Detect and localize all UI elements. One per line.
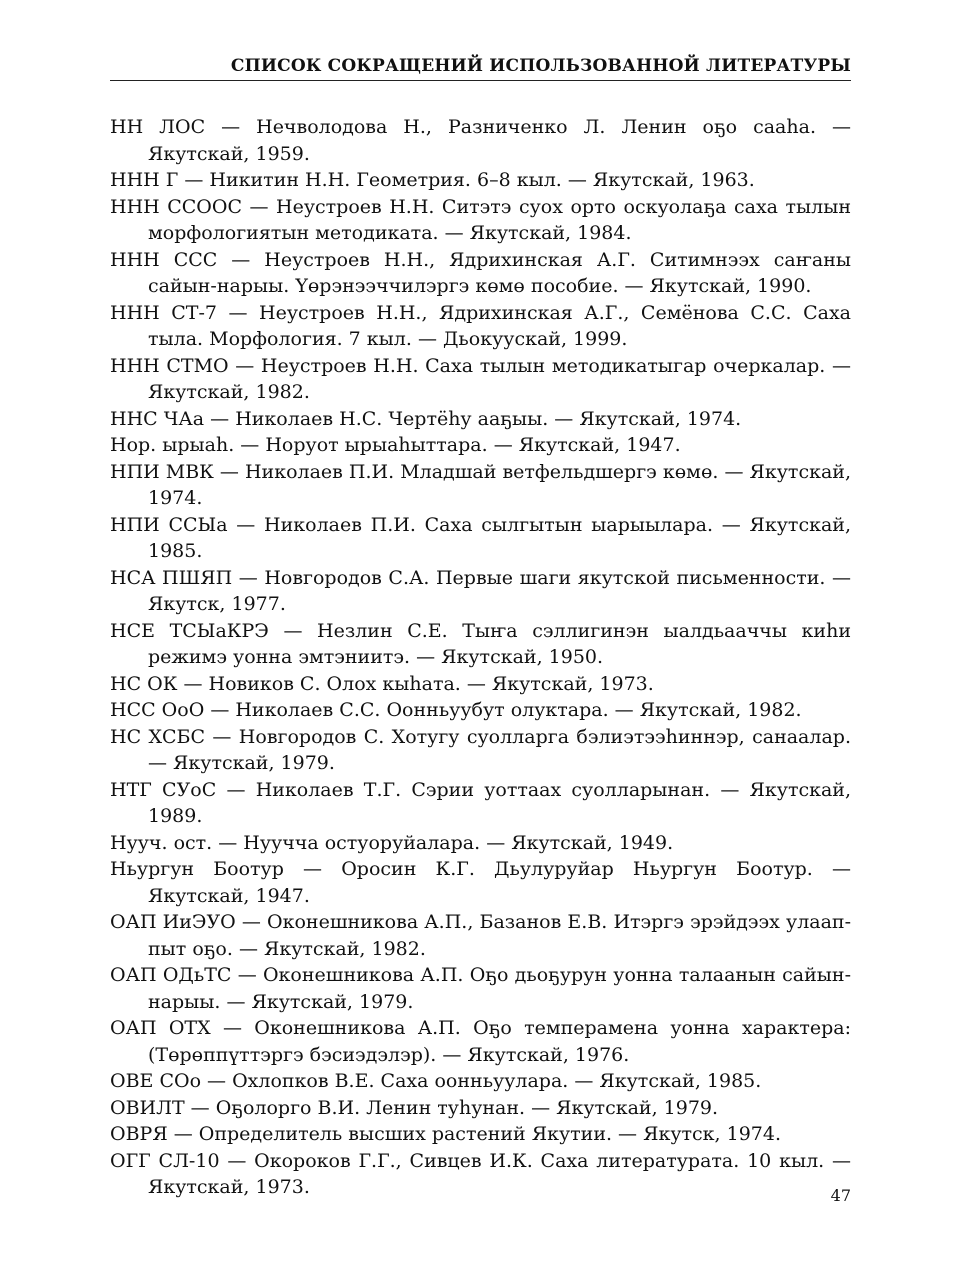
list-item: Нууч. ост. — Нуучча остуоруйалара. — Якутскай, 1949.: [110, 831, 674, 854]
list-item: ННС ЧАа — Николаев Н.С. Чертёһу ааҕыы. — Якутскай, 1974.: [110, 407, 742, 430]
list-item: НН ЛОС — Нечволодова Н., Разниченко Л. Ленин оҕо сааһа. — Якутскай, 1959.: [110, 116, 851, 165]
list-item: ННН СТМО — Неустроев Н.Н. Саха тылын методикатыгар очеркалар. — Якутскай, 1982.: [110, 354, 851, 403]
list-item: ННН СТ-7 — Неустроев Н.Н., Ядрихинская А.Г., Семёнова С.С. Саха тыла. Морфология. 7 кыл. — Дьокуускай, 1999.: [110, 301, 851, 350]
list-item: ОГГ СЛ-10 — Окороков Г.Г., Сивцев И.К. Саха литературата. 10 кыл. — Якутскай, 1973.: [110, 1149, 851, 1198]
list-item: ОАП ОДьТС — Оконешникова А.П. Оҕо дьоҕурун уонна талаанын сайын-нарыы. — Якутскай, 1979.: [110, 964, 851, 1013]
page-number: 47: [830, 1186, 851, 1205]
list-item: ОАП ИиЭУО — Оконешникова А.П., Базанов Е.В. Итэргэ эрэйдээх улаап-пыт оҕо. — Якутскай, 1982.: [110, 911, 851, 960]
list-item: ННН ССООС — Неустроев Н.Н. Ситэтэ суох орто оскуолаҕа саха тылын морфологиятын методиката. — Якутскай, 1984.: [110, 195, 851, 244]
list-item: НС ХСБС — Новгородов С. Хотугу суолларга бэлиэтээһиннэр, санаалар. — Якутскай, 1979.: [110, 725, 851, 774]
running-header: [110, 54, 851, 81]
list-item: ННН Г — Никитин Н.Н. Геометрия. 6–8 кыл. — Якутскай, 1963.: [110, 169, 755, 191]
abbreviation-list: [110, 114, 851, 1201]
list-item: НС ОК — Новиков С. Олох кыһата. — Якутскай, 1973.: [110, 672, 654, 695]
running-header-title: СПИСОК СОКРАЩЕНИЙ ИСПОЛЬЗОВАННОЙ ЛИТЕРАТУРЫ: [230, 56, 851, 76]
list-item: НСА ПШЯП — Новгородов С.А. Первые шаги якутской письменности. — Якутск, 1977.: [110, 566, 851, 615]
list-item: НПИ ССЫа — Николаев П.И. Саха сылгытын ыарыылара. — Якутскай, 1985.: [110, 513, 851, 562]
list-item: НСС ОоО — Николаев С.С. Оонньуубут олуктара. — Якутскай, 1982.: [110, 699, 802, 721]
list-item: Нор. ырыаһ. — Норуот ырыаһыттара. — Якутскай, 1947.: [110, 434, 681, 456]
list-item: НТГ СУоС — Николаев Т.Г. Сэрии уоттаах суолларынан. — Якутскай, 1989.: [110, 778, 851, 827]
list-item: НПИ МВК — Николаев П.И. Младшай ветфельдшергэ көмө. — Якутскай, 1974.: [110, 460, 851, 509]
list-item: Ньургун Боотур — Оросин К.Г. Дьулуруйар Ньургун Боотур. — Якутскай, 1947.: [110, 858, 851, 907]
list-item: ННН ССС — Неустроев Н.Н., Ядрихинская А.Г. Ситимнээх саҥаны сайын-нарыы. Үөрэнээччилэргэ көмө пособие. — Якутскай, 1990.: [110, 248, 851, 297]
list-item: ОАП ОТХ — Оконешникова А.П. Оҕо темперамена уонна характера: (Төрөппүттэргэ бэсиэдэлэр). — Якутскай, 1976.: [110, 1017, 851, 1066]
list-item: ОВРЯ — Определитель высших растений Якутии. — Якутск, 1974.: [110, 1123, 781, 1145]
list-item: ОВИЛТ — Оҕолорго В.И. Ленин туһунан. — Якутскай, 1979.: [110, 1096, 719, 1119]
list-item: НСЕ ТСЫаКРЭ — Незлин С.Е. Тыҥа сэллигинэн ыалдьааччы киһи режимэ уонна эмтэниитэ. — Якутскай, 1950.: [110, 619, 851, 668]
list-item: ОВЕ СОо — Охлопков В.Е. Саха оонньуулара. — Якутскай, 1985.: [110, 1070, 762, 1092]
